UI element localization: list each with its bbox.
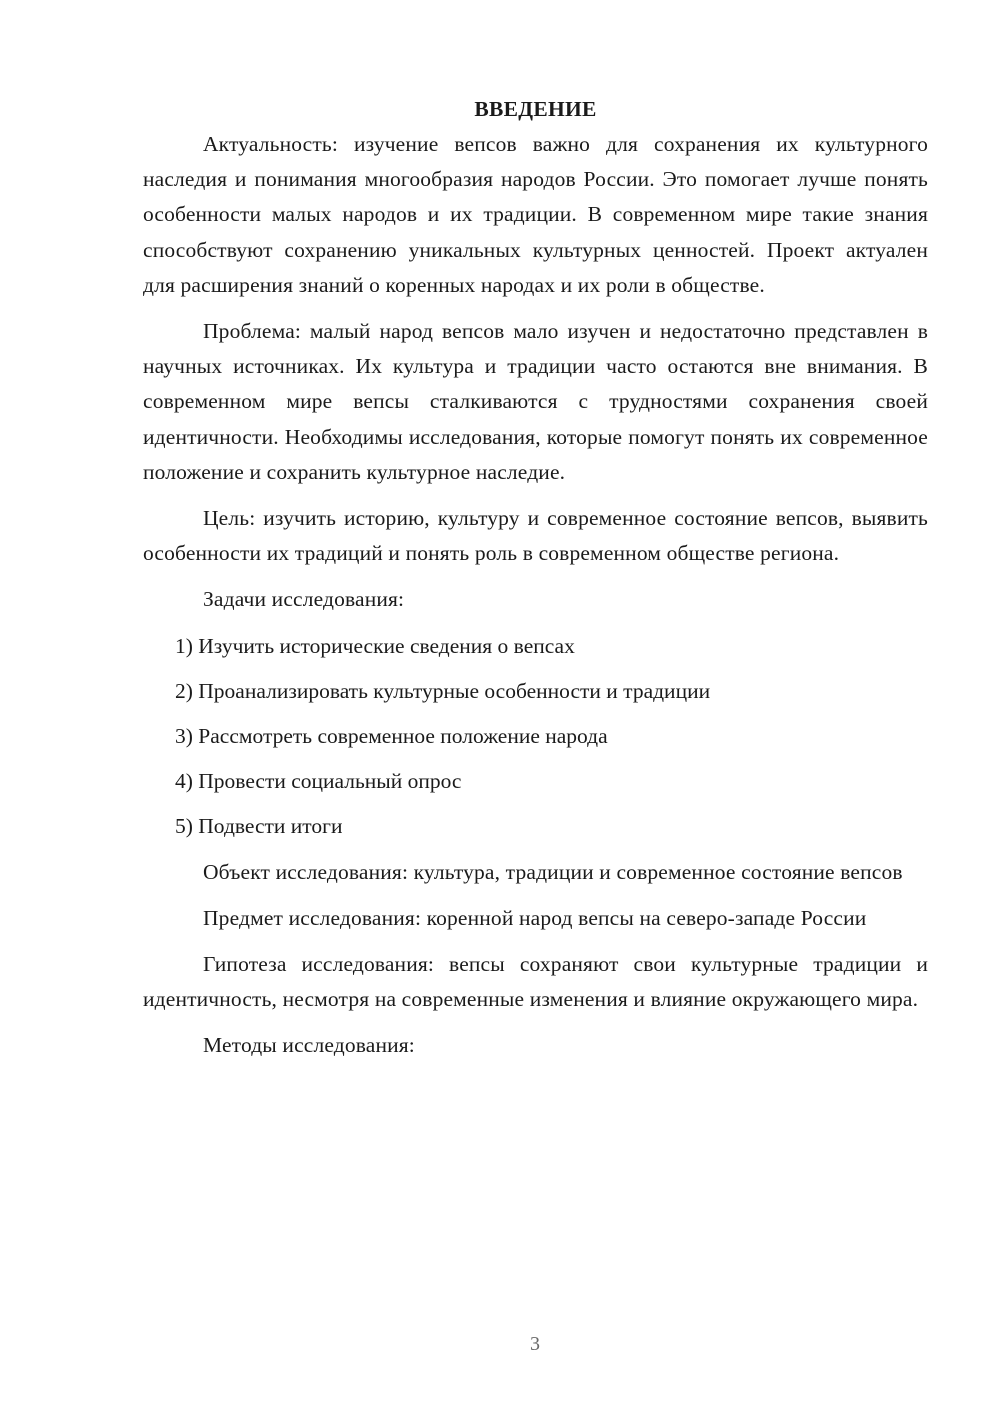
paragraph-subject: Предмет исследования: коренной народ вепсы на северо-западе России: [203, 905, 867, 930]
list-item: 2) Проанализировать культурные особенности и традиции: [175, 678, 711, 703]
tasks-list: [143, 629, 928, 845]
page-title: ВВЕДЕНИЕ: [474, 97, 597, 121]
paragraph-relevance: Актуальность: изучение вепсов важно для сохранения их культурного наследия и понимания многообразия народов России. Это помогает лучше понять особенности малых народов и их традиции. В современном мире такие знания способствуют сохранению уникальных культурных ценностей. Проект актуален для расширения знаний о коренных народах и их роли в обществе.: [143, 132, 928, 297]
document-page: [143, 92, 928, 1075]
paragraph-hypothesis: Гипотеза исследования: вепсы сохраняют свои культурные традиции и идентичность, несмотря на современные изменения и влияние окружающего мира.: [143, 952, 928, 1012]
list-item: 1) Изучить исторические сведения о вепсах: [175, 633, 575, 658]
paragraph-methods: Методы исследования:: [203, 1033, 415, 1058]
list-item: 5) Подвести итоги: [175, 814, 343, 839]
list-item: 4) Провести социальный опрос: [175, 769, 462, 794]
paragraph-goal: Цель: изучить историю, культуру и современное состояние вепсов, выявить особенности их традиций и понять роль в современном обществе региона.: [143, 506, 928, 566]
list-item: 3) Рассмотреть современное положение народа: [175, 724, 608, 749]
page-number: 3: [530, 1333, 540, 1355]
paragraph-problem: Проблема: малый народ вепсов мало изучен и недостаточно представлен в научных источниках. Их культура и традиции часто остаются вне внимания. В современном мире вепсы сталкиваются с трудностями сохранения своей идентичности. Необходимы исследования, которые помогут понять их современное положение и сохранить культурное наследие.: [143, 319, 928, 484]
paragraph-tasks-title: Задачи исследования:: [203, 587, 405, 612]
paragraph-object: Объект исследования: культура, традиции и современное состояние вепсов: [203, 859, 903, 884]
